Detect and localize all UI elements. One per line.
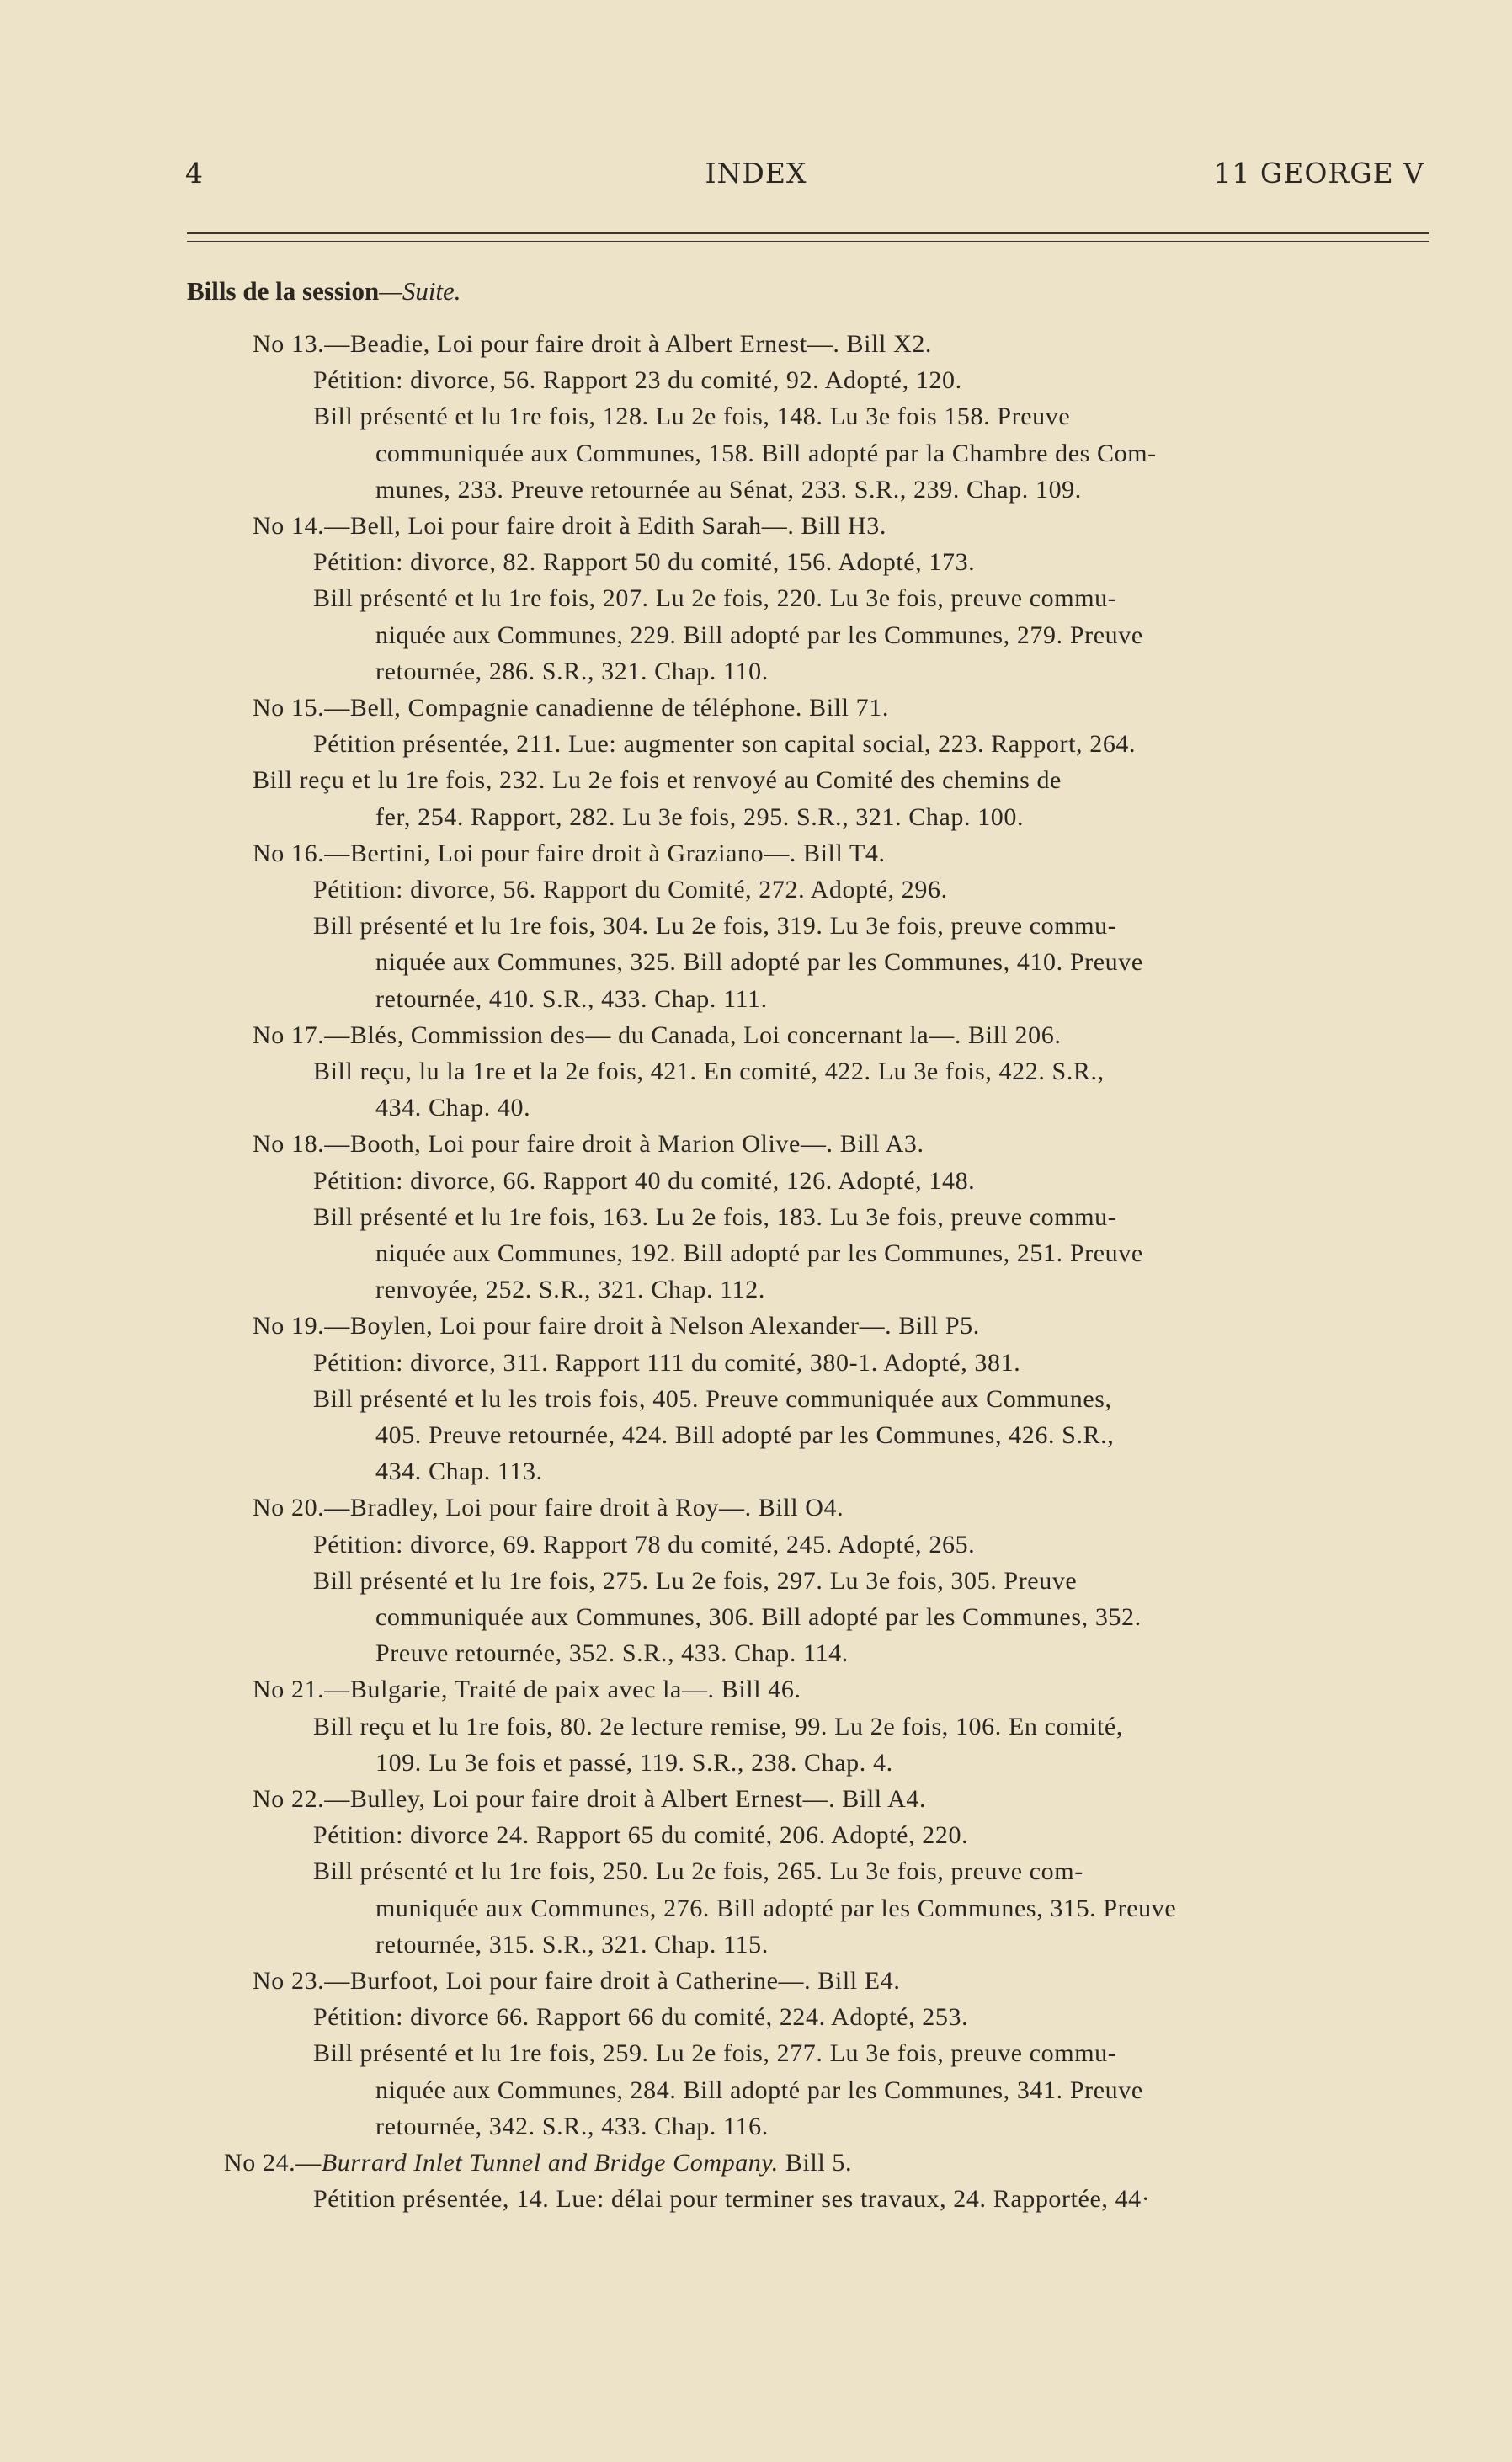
entry-detail-line: Pétition présentée, 14. Lue: délai pour terminer ses travaux, 24. Rapportée, 44· <box>313 2185 1151 2214</box>
section-title-suffix: —Suite. <box>379 276 461 306</box>
entry-heading-line: No 23.—Burfoot, Loi pour faire droit à Catherine—. Bill E4. <box>253 1967 901 1995</box>
entry-detail-line: Pétition: divorce, 311. Rapport 111 du comité, 380-1. Adopté, 381. <box>313 1348 1021 1377</box>
entry-detail-line: Bill présenté et lu 1re fois, 304. Lu 2e fois, 319. Lu 3e fois, preuve commu- <box>313 912 1117 941</box>
entry-detail-line: Bill présenté et lu 1re fois, 275. Lu 2e fois, 297. Lu 3e fois, 305. Preuve <box>313 1566 1078 1595</box>
entry-detail-line: retournée, 315. S.R., 321. Chap. 115. <box>375 1930 769 1958</box>
entry-detail-line: Pétition présentée, 211. Lue: augmenter son capital social, 223. Rapport, 264. <box>313 730 1137 759</box>
entry-detail-line: Bill présenté et lu 1re fois, 163. Lu 2e fois, 183. Lu 3e fois, preuve commu- <box>313 1202 1117 1231</box>
entry-detail-line: Pétition: divorce, 69. Rapport 78 du comité, 245. Adopté, 265. <box>313 1530 976 1559</box>
entry-detail-line: communiquée aux Communes, 158. Bill adopté par la Chambre des Com- <box>375 439 1157 467</box>
entry-detail-line: renvoyée, 252. S.R., 321. Chap. 112. <box>375 1276 765 1304</box>
section-title <box>187 276 461 306</box>
entry-detail-line: muniquée aux Communes, 276. Bill adopté par les Communes, 315. Preuve <box>375 1894 1177 1922</box>
entry-detail-line: Preuve retournée, 352. S.R., 433. Chap. 114. <box>375 1639 849 1668</box>
entry-detail-line: Bill présenté et lu 1re fois, 259. Lu 2e fois, 277. Lu 3e fois, preuve commu- <box>313 2039 1117 2068</box>
entry-detail-line: retournée, 342. S.R., 433. Chap. 116. <box>375 2112 769 2140</box>
entry-detail-line: Pétition: divorce 66. Rapport 66 du comité, 224. Adopté, 253. <box>313 2003 969 2032</box>
entry-heading-line: No 17.—Blés, Commission des— du Canada, Loi concernant la—. Bill 206. <box>253 1021 1062 1049</box>
header-volume: 11 GEORGE V <box>1213 157 1424 189</box>
entry-detail-line: niquée aux Communes, 229. Bill adopté par les Communes, 279. Preuve <box>375 621 1143 649</box>
header-rule-top <box>187 232 1429 234</box>
entry-title-italic: Burrard Inlet Tunnel and Bridge Company. <box>321 2149 779 2177</box>
entry-detail-line: Pétition: divorce, 56. Rapport 23 du comité, 92. Adopté, 120. <box>313 366 962 395</box>
entry-detail-line: 434. Chap. 40. <box>375 1094 531 1122</box>
entry-detail-line: 405. Preuve retournée, 424. Bill adopté par les Communes, 426. S.R., <box>375 1421 1115 1449</box>
entry-suffix: Bill 5. <box>778 2149 853 2177</box>
entry-heading-line: No 18.—Booth, Loi pour faire droit à Marion Olive—. Bill A3. <box>253 1130 924 1159</box>
entry-prefix: No 24.— <box>224 2149 322 2177</box>
entry-detail-line: Bill reçu, lu la 1re et la 2e fois, 421. En comité, 422. Lu 3e fois, 422. S.R., <box>313 1058 1105 1085</box>
entry-heading-line: Bill reçu et lu 1re fois, 232. Lu 2e fois et renvoyé au Comité des chemins de <box>253 766 1062 795</box>
entry-detail-line: niquée aux Communes, 284. Bill adopté par les Communes, 341. Preuve <box>375 2076 1143 2104</box>
entry-detail-line: retournée, 286. S.R., 321. Chap. 110. <box>375 657 769 685</box>
entry-heading-line: No 16.—Bertini, Loi pour faire droit à Graziano—. Bill T4. <box>253 839 886 867</box>
entry-heading-line: No 13.—Beadie, Loi pour faire droit à Albert Ernest—. Bill X2. <box>253 330 933 358</box>
entry-detail-line: 434. Chap. 113. <box>375 1457 543 1486</box>
entry-detail-line: Pétition: divorce, 66. Rapport 40 du comité, 126. Adopté, 148. <box>313 1166 976 1195</box>
section-title-text: Bills de la session <box>187 276 380 306</box>
entry-detail-line: Pétition: divorce 24. Rapport 65 du comité, 206. Adopté, 220. <box>313 1821 969 1850</box>
entry-heading-line: No 19.—Boylen, Loi pour faire droit à Nelson Alexander—. Bill P5. <box>253 1312 980 1340</box>
page-number: 4 <box>185 157 203 189</box>
entry-detail-line: Pétition: divorce, 56. Rapport du Comité, 272. Adopté, 296. <box>313 876 948 903</box>
entry-detail-line: Pétition: divorce, 82. Rapport 50 du comité, 156. Adopté, 173. <box>313 548 976 577</box>
entry-detail-line: niquée aux Communes, 192. Bill adopté par les Communes, 251. Preuve <box>375 1239 1143 1267</box>
entry-detail-line: fer, 254. Rapport, 282. Lu 3e fois, 295. S.R., 321. Chap. 100. <box>375 802 1025 831</box>
entry-heading-line: No 22.—Bulley, Loi pour faire droit à Albert Ernest—. Bill A4. <box>253 1785 927 1813</box>
entry-detail-line: Bill présenté et lu 1re fois, 250. Lu 2e fois, 265. Lu 3e fois, preuve com- <box>313 1857 1083 1886</box>
header-rule-bottom <box>187 241 1429 242</box>
entry-detail-line: Bill présenté et lu les trois fois, 405. Preuve communiquée aux Communes, <box>313 1384 1112 1413</box>
entry-detail-line: Bill présenté et lu 1re fois, 207. Lu 2e fois, 220. Lu 3e fois, preuve commu- <box>313 584 1117 613</box>
entry-heading-line: No 14.—Bell, Loi pour faire droit à Edith Sarah—. Bill H3. <box>253 512 887 540</box>
entry-detail-line: 109. Lu 3e fois et passé, 119. S.R., 238. Chap. 4. <box>375 1748 893 1777</box>
entry-heading-line: No 21.—Bulgarie, Traité de paix avec la—. Bill 46. <box>253 1676 801 1704</box>
entry-heading-line <box>224 2149 852 2177</box>
entry-detail-line: niquée aux Communes, 325. Bill adopté par les Communes, 410. Preuve <box>375 948 1143 977</box>
entry-detail-line: Bill reçu et lu 1re fois, 80. 2e lecture remise, 99. Lu 2e fois, 106. En comité, <box>313 1712 1123 1740</box>
entry-detail-line: munes, 233. Preuve retournée au Sénat, 233. S.R., 239. Chap. 109. <box>375 475 1082 504</box>
entry-detail-line: Bill présenté et lu 1re fois, 128. Lu 2e fois, 148. Lu 3e fois 158. Preuve <box>313 402 1071 431</box>
entry-heading-line: No 15.—Bell, Compagnie canadienne de téléphone. Bill 71. <box>253 694 889 722</box>
entry-detail-line: retournée, 410. S.R., 433. Chap. 111. <box>375 984 768 1013</box>
running-header <box>0 157 1512 194</box>
entry-heading-line: No 20.—Bradley, Loi pour faire droit à Roy—. Bill O4. <box>253 1494 844 1522</box>
header-title: INDEX <box>705 157 807 189</box>
entry-detail-line: communiquée aux Communes, 306. Bill adopté par les Communes, 352. <box>375 1603 1142 1631</box>
